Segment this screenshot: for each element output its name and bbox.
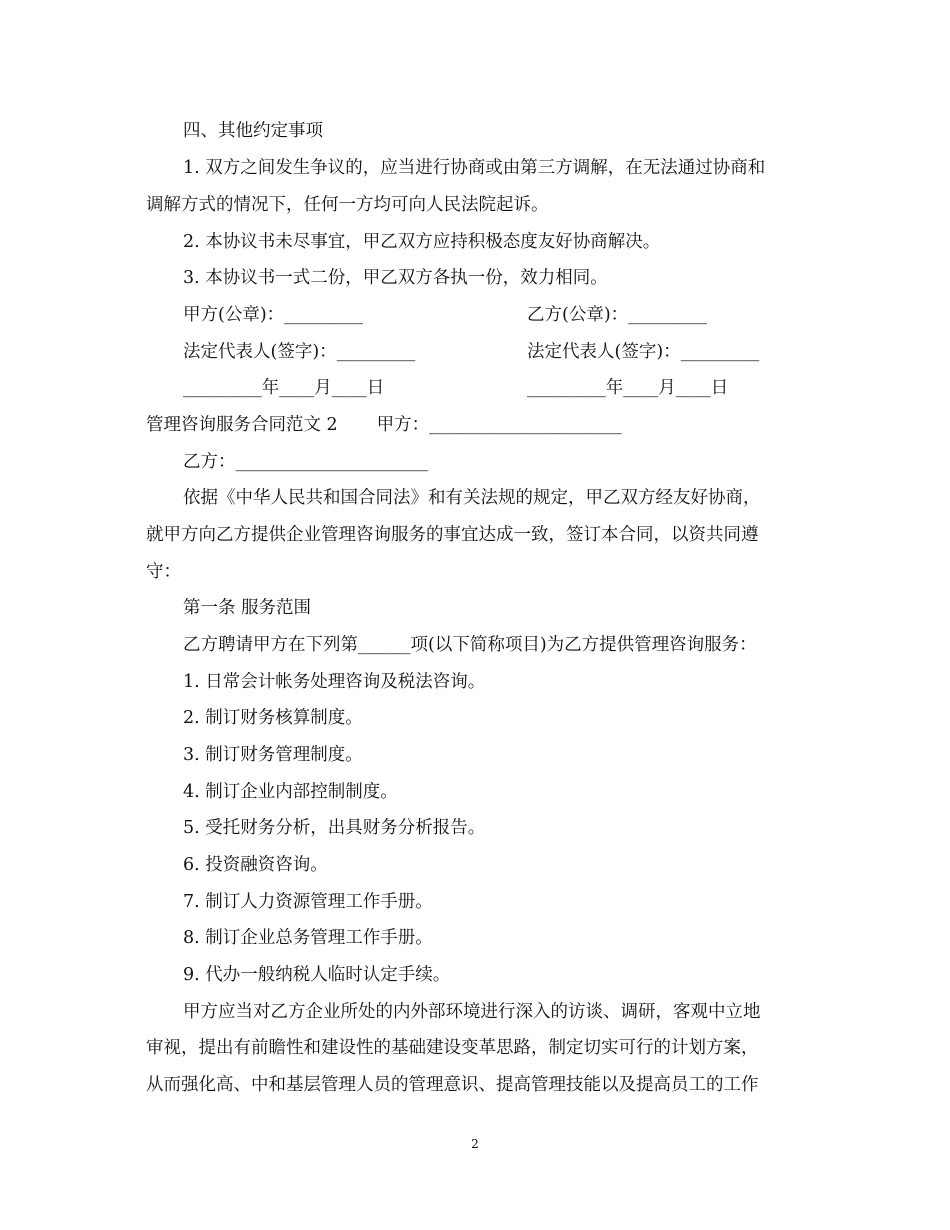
list-item: 2. 制订财务核算制度。 — [183, 708, 363, 728]
party-a-date-field: _________年____月____日 — [183, 378, 385, 398]
paragraph-line: 就甲方向乙方提供企业管理咨询服务的事宜达成一致，签订本合同，以资共同遵 — [146, 525, 759, 545]
party-a-representative-field: 法定代表人(签字)：_________ — [183, 342, 416, 362]
paragraph-line: 2. 本协议书未尽事宜，甲乙双方应持积极态度友好协商解决。 — [183, 232, 661, 252]
page-number: 2 — [471, 1137, 479, 1151]
paragraph-line: 守： — [146, 562, 181, 582]
article-heading: 第一条 服务范围 — [183, 598, 312, 618]
paragraph-line: 从而强化高、中和基层管理人员的管理意识、提高管理技能以及提高员工的工作 — [146, 1075, 759, 1095]
party-b-line: 乙方：______________________ — [183, 452, 428, 472]
list-item: 9. 代办一般纳税人临时认定手续。 — [183, 965, 451, 985]
party-b-representative-field: 法定代表人(签字)：_________ — [527, 342, 760, 362]
party-a-seal-field: 甲方(公章)：_________ — [183, 305, 363, 325]
list-item: 4. 制订企业内部控制制度。 — [183, 782, 398, 802]
list-item: 3. 制订财务管理制度。 — [183, 745, 363, 765]
list-item: 6. 投资融资咨询。 — [183, 855, 328, 875]
paragraph-line: 1. 双方之间发生争议的，应当进行协商或由第三方调解，在无法通过协商和 — [183, 158, 766, 178]
paragraph-line: 乙方聘请甲方在下列第______项(以下简称项目)为乙方提供管理咨询服务： — [183, 635, 757, 655]
paragraph-line: 3. 本协议书一式二份，甲乙双方各执一份，效力相同。 — [183, 268, 608, 288]
party-b-date-field: _________年____月____日 — [527, 378, 729, 398]
list-item: 7. 制订人力资源管理工作手册。 — [183, 892, 433, 912]
paragraph-line: 审视，提出有前瞻性和建设性的基础建设变革思路，制定切实可行的计划方案， — [146, 1038, 759, 1058]
section-heading: 四、其他约定事项 — [183, 121, 323, 141]
list-item: 8. 制订企业总务管理工作手册。 — [183, 928, 433, 948]
paragraph-line: 依据《中华人民共和国合同法》和有关法规的规定，甲乙双方经友好协商， — [183, 488, 761, 508]
list-item: 1. 日常会计帐务处理咨询及税法咨询。 — [183, 672, 486, 692]
paragraph-line: 调解方式的情况下，任何一方均可向人民法院起诉。 — [146, 195, 549, 215]
party-b-seal-field: 乙方(公章)：_________ — [527, 305, 707, 325]
list-item: 5. 受托财务分析，出具财务分析报告。 — [183, 818, 486, 838]
paragraph-line: 甲方应当对乙方企业所处的内外部环境进行深入的访谈、调研，客观中立地 — [183, 1002, 761, 1022]
contract-title-line: 管理咨询服务合同范文 2 甲方：______________________ — [146, 415, 622, 435]
